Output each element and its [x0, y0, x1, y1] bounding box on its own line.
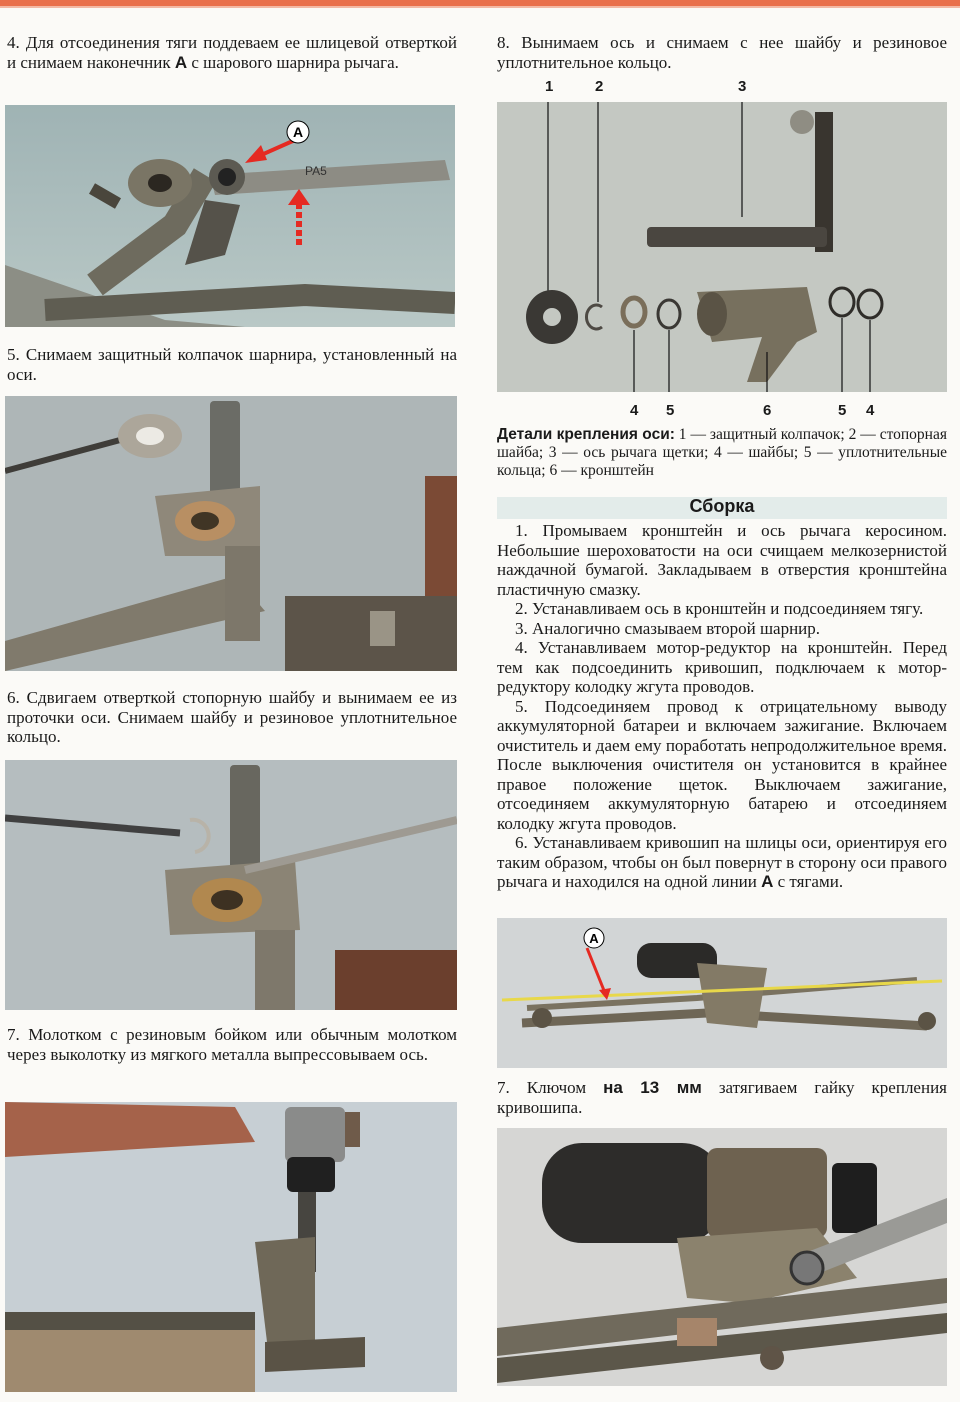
figure-caption: Детали крепления оси: 1 — защитный колпачок; 2 — стопорная шайба; 3 — ось рычага щетки; 4 — шайбы; 5 — уплотнительные кольца; 6 — кронштейн [497, 426, 947, 479]
step-5-text: 5. Снимаем защитный колпачок шарнира, установленный на оси. [7, 345, 457, 384]
step-7-press-text: 7. Молотком с резиновым бойком или обычным молотком через выколотку из мягкого металла выпрессовываем ось. [7, 1025, 457, 1064]
assembly-steps [497, 521, 947, 892]
photo-tighten-crank-nut [497, 1128, 947, 1386]
part-label-3: 3 [738, 78, 747, 95]
part-label-4-left: 4 [630, 402, 639, 419]
step-6-text: 6. Сдвигаем отверткой стопорную шайбу и вынимаем ее из проточки оси. Снимаем шайбу и резиновое уплотнительное кольцо. [7, 688, 457, 746]
part-label-5-right: 5 [838, 402, 847, 419]
assembly-step-2: 2. Устанавливаем ось в кронштейн и подсоединяем тягу. [515, 599, 924, 618]
assembly-step-5: 5. Подсоединяем провод к отрицательному выводу аккумуляторной батареи и включаем зажигание. Включаем очиститель и даем ему поработать непродолжительное время. После выключения очистителя он установится в крайнее правое положение щеток. Выключаем зажигание, отсоединяем аккумуляторную батарею и отсоединяем колодку жгута проводов. [497, 696, 947, 833]
photo-remove-lock-washer [5, 760, 457, 1010]
svg-text:PA5: PA5 [305, 164, 327, 178]
assembly-step-3: 3. Аналогично смазываем второй шарнир. [515, 618, 821, 638]
step-7-tighten-text: 7. Ключом на 13 мм затягиваем гайку крепления кривошипа. [497, 1078, 947, 1117]
photo-tie-rod-disconnect [5, 105, 455, 327]
photo-press-out-axle [5, 1102, 457, 1392]
svg-text:A: A [292, 124, 304, 140]
svg-text:A: A [589, 931, 599, 946]
step-8-text: 8. Вынимаем ось и снимаем с нее шайбу и резиновое уплотнительное кольцо. [497, 33, 947, 72]
part-label-6: 6 [763, 402, 772, 419]
assembly-step-4: 4. Устанавливаем мотор-редуктор на кронштейн. Перед тем как подсоединить кривошип, подключаем к мотор-редуктору колодку жгута проводов. [497, 638, 947, 696]
part-label-1: 1 [545, 78, 554, 95]
top-rule [0, 6, 960, 8]
assembly-step-1: 1. Промываем кронштейн и ось рычага керосином. Небольшие шероховатости на оси счищаем мелкозернистой наждачной бумагой. Закладываем в отверстия кронштейна пластичную смазку. [497, 521, 947, 599]
assembly-step-6: 6. Устанавливаем кривошип на шлицы оси, ориентируя его таким образом, чтобы он был повернут в сторону оси правого рычага и находился на одной линии А с тягами. [497, 833, 947, 891]
part-label-4-right: 4 [866, 402, 875, 419]
photo-axle-parts [497, 102, 947, 392]
photo-mechanism-alignment [497, 918, 947, 1068]
photo-remove-cap [5, 396, 457, 671]
part-label-2: 2 [595, 78, 604, 95]
assembly-heading: Сборка [689, 496, 755, 516]
part-label-5-left: 5 [666, 402, 675, 419]
step-4-text: 4. Для отсоединения тяги поддеваем ее шлицевой отверткой и снимаем наконечник А с шарового шарнира рычага. [7, 33, 457, 72]
